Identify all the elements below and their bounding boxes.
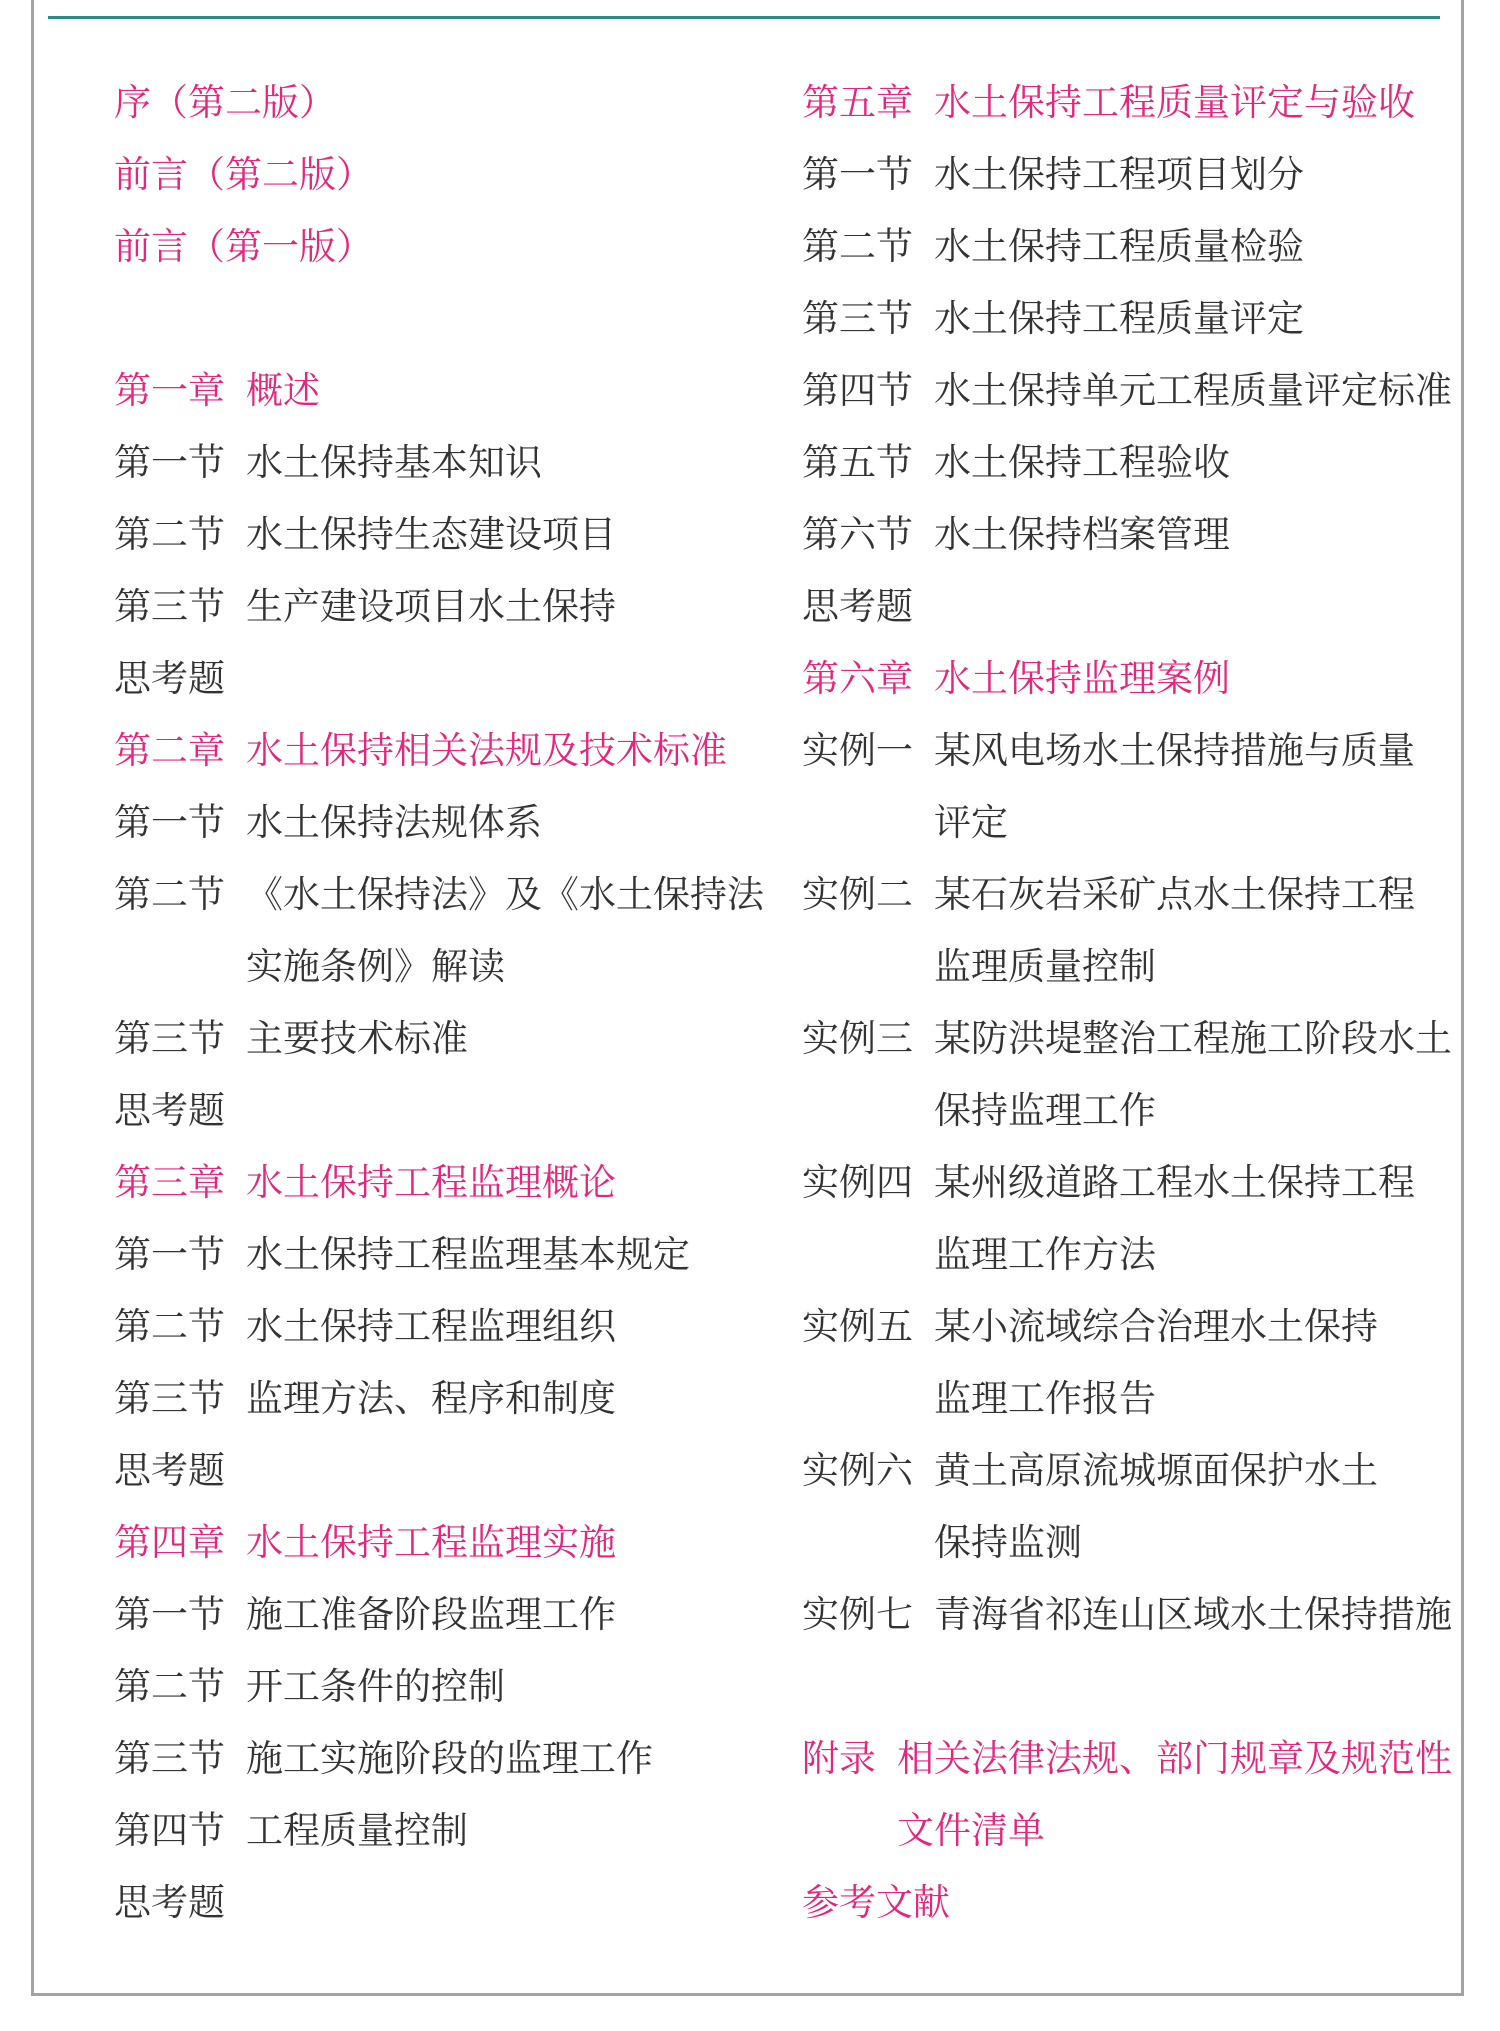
toc-section-entry [114, 1579, 794, 1651]
toc-entry-label: 实例四 [802, 1161, 913, 1204]
toc-left-column [114, 67, 794, 1939]
toc-entry-continuation: 实施条例》解读 [246, 945, 505, 988]
toc-entry-label: 实例三 [802, 1017, 913, 1060]
toc-entry-title: 水土保持相关法规及技术标准 [246, 729, 727, 772]
toc-section-entry [114, 1291, 794, 1363]
toc-chapter-entry [114, 1147, 794, 1219]
toc-front-entry: 前言（第一版） [114, 225, 373, 268]
toc-entry-title: 开工条件的控制 [246, 1665, 505, 1708]
toc-questions-entry: 思考题 [802, 585, 913, 628]
toc-entry-label: 第五节 [802, 441, 913, 484]
toc-entry-title: 水土保持工程项目划分 [934, 153, 1304, 196]
toc-entry-label: 第三节 [114, 1737, 225, 1780]
toc-chapter-entry [802, 67, 1482, 139]
toc-entry-title: 施工准备阶段监理工作 [246, 1593, 616, 1636]
toc-entry-title: 某小流域综合治理水土保持 [934, 1305, 1378, 1348]
toc-section-entry [802, 427, 1482, 499]
toc-front-entry: 序（第二版） [114, 81, 336, 124]
toc-entry-label: 第三节 [114, 585, 225, 628]
toc-entry-label: 第二节 [114, 873, 225, 916]
toc-entry-continuation: 监理工作报告 [934, 1377, 1156, 1420]
toc-entry-title: 概述 [246, 369, 320, 412]
toc-entry-label: 第二节 [114, 1665, 225, 1708]
header-rule [48, 16, 1440, 19]
toc-questions-entry: 思考题 [114, 1881, 225, 1924]
toc-entry-title: 水土保持监理案例 [934, 657, 1230, 700]
toc-entry-title: 某石灰岩采矿点水土保持工程 [934, 873, 1415, 916]
toc-questions-entry: 思考题 [114, 657, 225, 700]
toc-entry-label: 第六章 [802, 657, 913, 700]
toc-entry-title: 监理方法、程序和制度 [246, 1377, 616, 1420]
toc-entry-title: 水土保持法规体系 [246, 801, 542, 844]
toc-entry-label: 第二节 [114, 1305, 225, 1348]
toc-section-entry [114, 1651, 794, 1723]
toc-entry-label: 第一节 [114, 1593, 225, 1636]
toc-entry-title: 水土保持工程监理基本规定 [246, 1233, 690, 1276]
toc-section-entry [802, 211, 1482, 283]
toc-entry-title: 生产建设项目水土保持 [246, 585, 616, 628]
toc-entry-title: 《水土保持法》及《水土保持法 [246, 873, 764, 916]
toc-entry-label: 第一节 [114, 441, 225, 484]
toc-entry-label: 第二节 [114, 513, 225, 556]
toc-front-entry: 前言（第二版） [114, 153, 373, 196]
toc-section-entry [114, 1723, 794, 1795]
toc-entry-label: 实例六 [802, 1449, 913, 1492]
toc-front-entry: 参考文献 [802, 1881, 950, 1924]
toc-section-entry [114, 1795, 794, 1867]
spacer [802, 1651, 1482, 1723]
toc-entry-title: 水土保持工程质量评定与验收 [934, 81, 1415, 124]
toc-section-entry [802, 139, 1482, 211]
toc-entry-title: 水土保持工程监理实施 [246, 1521, 616, 1564]
toc-section-entry [802, 1147, 1482, 1219]
toc-chapter-entry [114, 1507, 794, 1579]
toc-entry-title: 水土保持基本知识 [246, 441, 542, 484]
toc-section-entry [114, 499, 794, 571]
toc-entry-title: 某防洪堤整治工程施工阶段水土 [934, 1017, 1452, 1060]
toc-entry-label: 第一章 [114, 369, 225, 412]
toc-section-entry [114, 571, 794, 643]
toc-entry-title: 青海省祁连山区域水土保持措施 [934, 1593, 1452, 1636]
toc-entry-label: 实例五 [802, 1305, 913, 1348]
toc-right-column [802, 67, 1482, 1939]
toc-section-entry [802, 1003, 1482, 1075]
toc-entry-label: 第四节 [114, 1809, 225, 1852]
toc-appendix-continuation: 文件清单 [897, 1809, 1045, 1852]
toc-chapter-entry [802, 643, 1482, 715]
toc-entry-label: 实例二 [802, 873, 913, 916]
toc-entry-continuation: 监理工作方法 [934, 1233, 1156, 1276]
toc-chapter-entry [114, 355, 794, 427]
toc-entry-title: 水土保持工程质量检验 [934, 225, 1304, 268]
toc-entry-label: 实例七 [802, 1593, 913, 1636]
toc-section-entry [114, 1003, 794, 1075]
toc-section-entry [114, 859, 794, 931]
toc-entry-title: 水土保持档案管理 [934, 513, 1230, 556]
toc-entry-title: 水土保持工程监理概论 [246, 1161, 616, 1204]
toc-questions-entry: 思考题 [114, 1449, 225, 1492]
toc-section-entry [114, 787, 794, 859]
toc-section-entry [802, 1435, 1482, 1507]
toc-section-entry [114, 1363, 794, 1435]
toc-section-entry [802, 355, 1482, 427]
toc-entry-label: 第二节 [802, 225, 913, 268]
toc-questions-entry: 思考题 [114, 1089, 225, 1132]
toc-entry-label: 附录 [802, 1737, 876, 1780]
toc-entry-label: 第三节 [114, 1017, 225, 1060]
toc-entry-title: 施工实施阶段的监理工作 [246, 1737, 653, 1780]
toc-entry-continuation: 监理质量控制 [934, 945, 1156, 988]
toc-entry-title: 水土保持生态建设项目 [246, 513, 616, 556]
toc-entry-title: 工程质量控制 [246, 1809, 468, 1852]
toc-entry-label: 第三节 [114, 1377, 225, 1420]
toc-entry-title: 相关法律法规、部门规章及规范性 [897, 1737, 1452, 1780]
toc-entry-continuation: 评定 [934, 801, 1008, 844]
toc-entry-label: 第一节 [802, 153, 913, 196]
toc-section-entry [802, 1579, 1482, 1651]
toc-entry-label: 第四节 [802, 369, 913, 412]
toc-entry-title: 黄土高原流城塬面保护水土 [934, 1449, 1378, 1492]
toc-entry-label: 第五章 [802, 81, 913, 124]
toc-section-entry [114, 427, 794, 499]
toc-entry-label: 第二章 [114, 729, 225, 772]
toc-section-entry [802, 283, 1482, 355]
toc-entry-title: 某风电场水土保持措施与质量 [934, 729, 1415, 772]
toc-entry-title: 主要技术标准 [246, 1017, 468, 1060]
toc-entry-title: 某州级道路工程水土保持工程 [934, 1161, 1415, 1204]
toc-section-entry [802, 859, 1482, 931]
toc-entry-label: 实例一 [802, 729, 913, 772]
toc-appendix-entry [802, 1723, 1482, 1795]
toc-entry-label: 第四章 [114, 1521, 225, 1564]
toc-section-entry [114, 1219, 794, 1291]
toc-section-entry [802, 715, 1482, 787]
spacer [114, 283, 794, 355]
toc-section-entry [802, 499, 1482, 571]
toc-entry-label: 第三章 [114, 1161, 225, 1204]
toc-entry-label: 第一节 [114, 801, 225, 844]
toc-entry-label: 第三节 [802, 297, 913, 340]
toc-entry-title: 水土保持工程监理组织 [246, 1305, 616, 1348]
toc-entry-title: 水土保持工程验收 [934, 441, 1230, 484]
toc-entry-title: 水土保持单元工程质量评定标准 [934, 369, 1452, 412]
toc-entry-title: 水土保持工程质量评定 [934, 297, 1304, 340]
toc-entry-label: 第一节 [114, 1233, 225, 1276]
toc-section-entry [802, 1291, 1482, 1363]
toc-entry-continuation: 保持监测 [934, 1521, 1082, 1564]
toc-chapter-entry [114, 715, 794, 787]
toc-entry-continuation: 保持监理工作 [934, 1089, 1156, 1132]
toc-entry-label: 第六节 [802, 513, 913, 556]
